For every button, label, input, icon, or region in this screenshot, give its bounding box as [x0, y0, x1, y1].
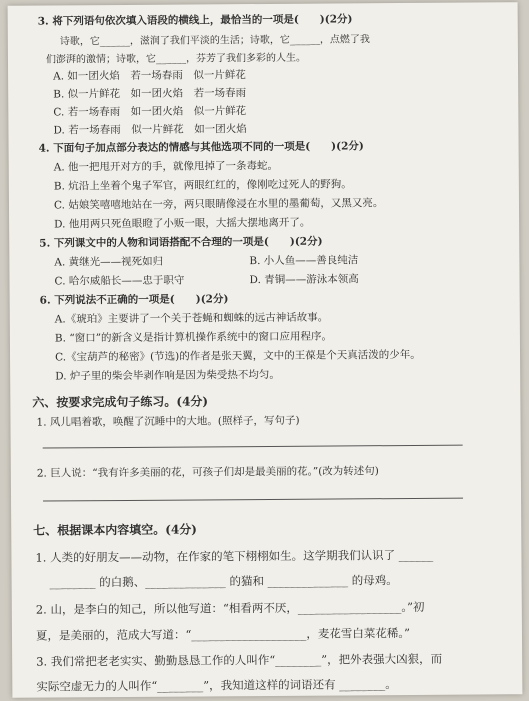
section-7-question-1-line-1: 1. 人类的好朋友——动物，在作家的笔下栩栩如生。这学期我们认识了 ______ — [35, 547, 434, 565]
question-5-stem: 5. 下列课文中的人物和词语搭配不合理的一项是( )(2分) — [39, 235, 323, 250]
question-5-option-a: A. 黄继光——视死如归 — [54, 255, 164, 269]
question-3-stem: 3. 将下列语句依次填入语段的横线上，最恰当的一项是( )(2分) — [37, 13, 353, 28]
question-3-option-b: B. 似一片鲜花 如一团火焰 若一场春雨 — [53, 87, 247, 101]
section-7-question-3-line-2: 实际空虚无力的人叫作“________”，我知道这样的词语还有 ________。 — [36, 677, 397, 694]
question-4-option-b: B. 炕沿上坐着个鬼子军官，两眼红红的，像刚吃过死人的野狗。 — [53, 178, 352, 193]
section-6-question-1: 1. 风儿唱着歌，唤醒了沉睡中的大地。(照样子，写句子) — [36, 414, 300, 429]
question-6-option-b: B. “窗口”的新含义是指计算机操作系统中的窗口应用程序。 — [54, 330, 333, 345]
section-7-question-3-line-1: 3. 我们常把老老实实、勤勤恳恳工作的人叫作“________”，把外表强大凶狠，而 — [36, 651, 443, 669]
question-3-paragraph-line-2: 们澎湃的激情；诗歌，它______，芬芳了我们多彩的人生。 — [45, 52, 307, 66]
question-4-option-a: A. 他一把甩开对方的手，就像甩掉了一条毒蛇。 — [53, 159, 279, 174]
question-6-option-d: D. 炉子里的柴会毕剥作响是因为柴受热不均匀。 — [55, 368, 280, 383]
section-6-question-2: 2. 巨人说：“我有许多美丽的花，可孩子们却是最美丽的花。”(改为转述句) — [36, 465, 379, 480]
question-3-paragraph-line-1: 诗歌，它______，滋润了我们平淡的生活；诗歌，它______，点燃了我 — [59, 34, 370, 48]
exam-paper — [8, 2, 523, 698]
section-7-title: 七、根据课本内容填空。(4分) — [33, 522, 198, 538]
question-6-option-a: A.《琥珀》主要讲了一个关于苍蝇和蜘蛛的远古神话故事。 — [54, 311, 329, 326]
question-6-option-c: C.《宝葫芦的秘密》(节选)的作者是张天翼，文中的王葆是个天真活泼的少年。 — [55, 348, 421, 364]
section-7-question-2-line-1: 2. 山，是李白的知己，所以他写道：“相看两不厌，__________________。”初 — [35, 599, 425, 617]
section-7-question-1-line-2: ________ 的白鹅、______________ 的猫和 ______________ 的母鸡。 — [49, 573, 398, 590]
section-6-title: 六、按要求完成句子练习。(4分) — [32, 394, 209, 410]
question-4-option-c: C. 姑娘笑嘻嘻地站在一旁，两只眼睛像浸在水里的墨葡萄，又黑又亮。 — [53, 197, 384, 212]
section-6-answer-line-2[interactable] — [43, 497, 463, 502]
question-4-stem: 4. 下面句子加点部分表达的情感与其他选项不同的一项是( )(2分) — [38, 140, 364, 155]
question-3-option-d: D. 若一场春雨 似一片鲜花 如一团火焰 — [53, 123, 247, 137]
question-3-option-c: C. 若一场春雨 如一团火焰 似一片鲜花 — [53, 105, 247, 119]
question-5-option-c: C. 哈尔威船长——忠于职守 — [54, 274, 185, 288]
question-3-option-a: A. 如一团火焰 若一场春雨 似一片鲜花 — [53, 69, 246, 83]
question-5-option-d: D. 青铜——游泳本领高 — [249, 273, 359, 287]
question-4-option-d: D. 他用两只死鱼眼瞪了小贩一眼，大摇大摆地离开了。 — [54, 216, 311, 231]
section-6-answer-line-1[interactable] — [43, 444, 463, 449]
section-7-question-2-line-2: 夏，是美丽的，范成大写道：“____________________，麦花雪白菜花稀。” — [35, 625, 411, 643]
question-5-option-b: B. 小人鱼——善良纯洁 — [249, 254, 359, 268]
question-6-stem: 6. 下列说法不正确的一项是( )(2分) — [39, 293, 229, 307]
